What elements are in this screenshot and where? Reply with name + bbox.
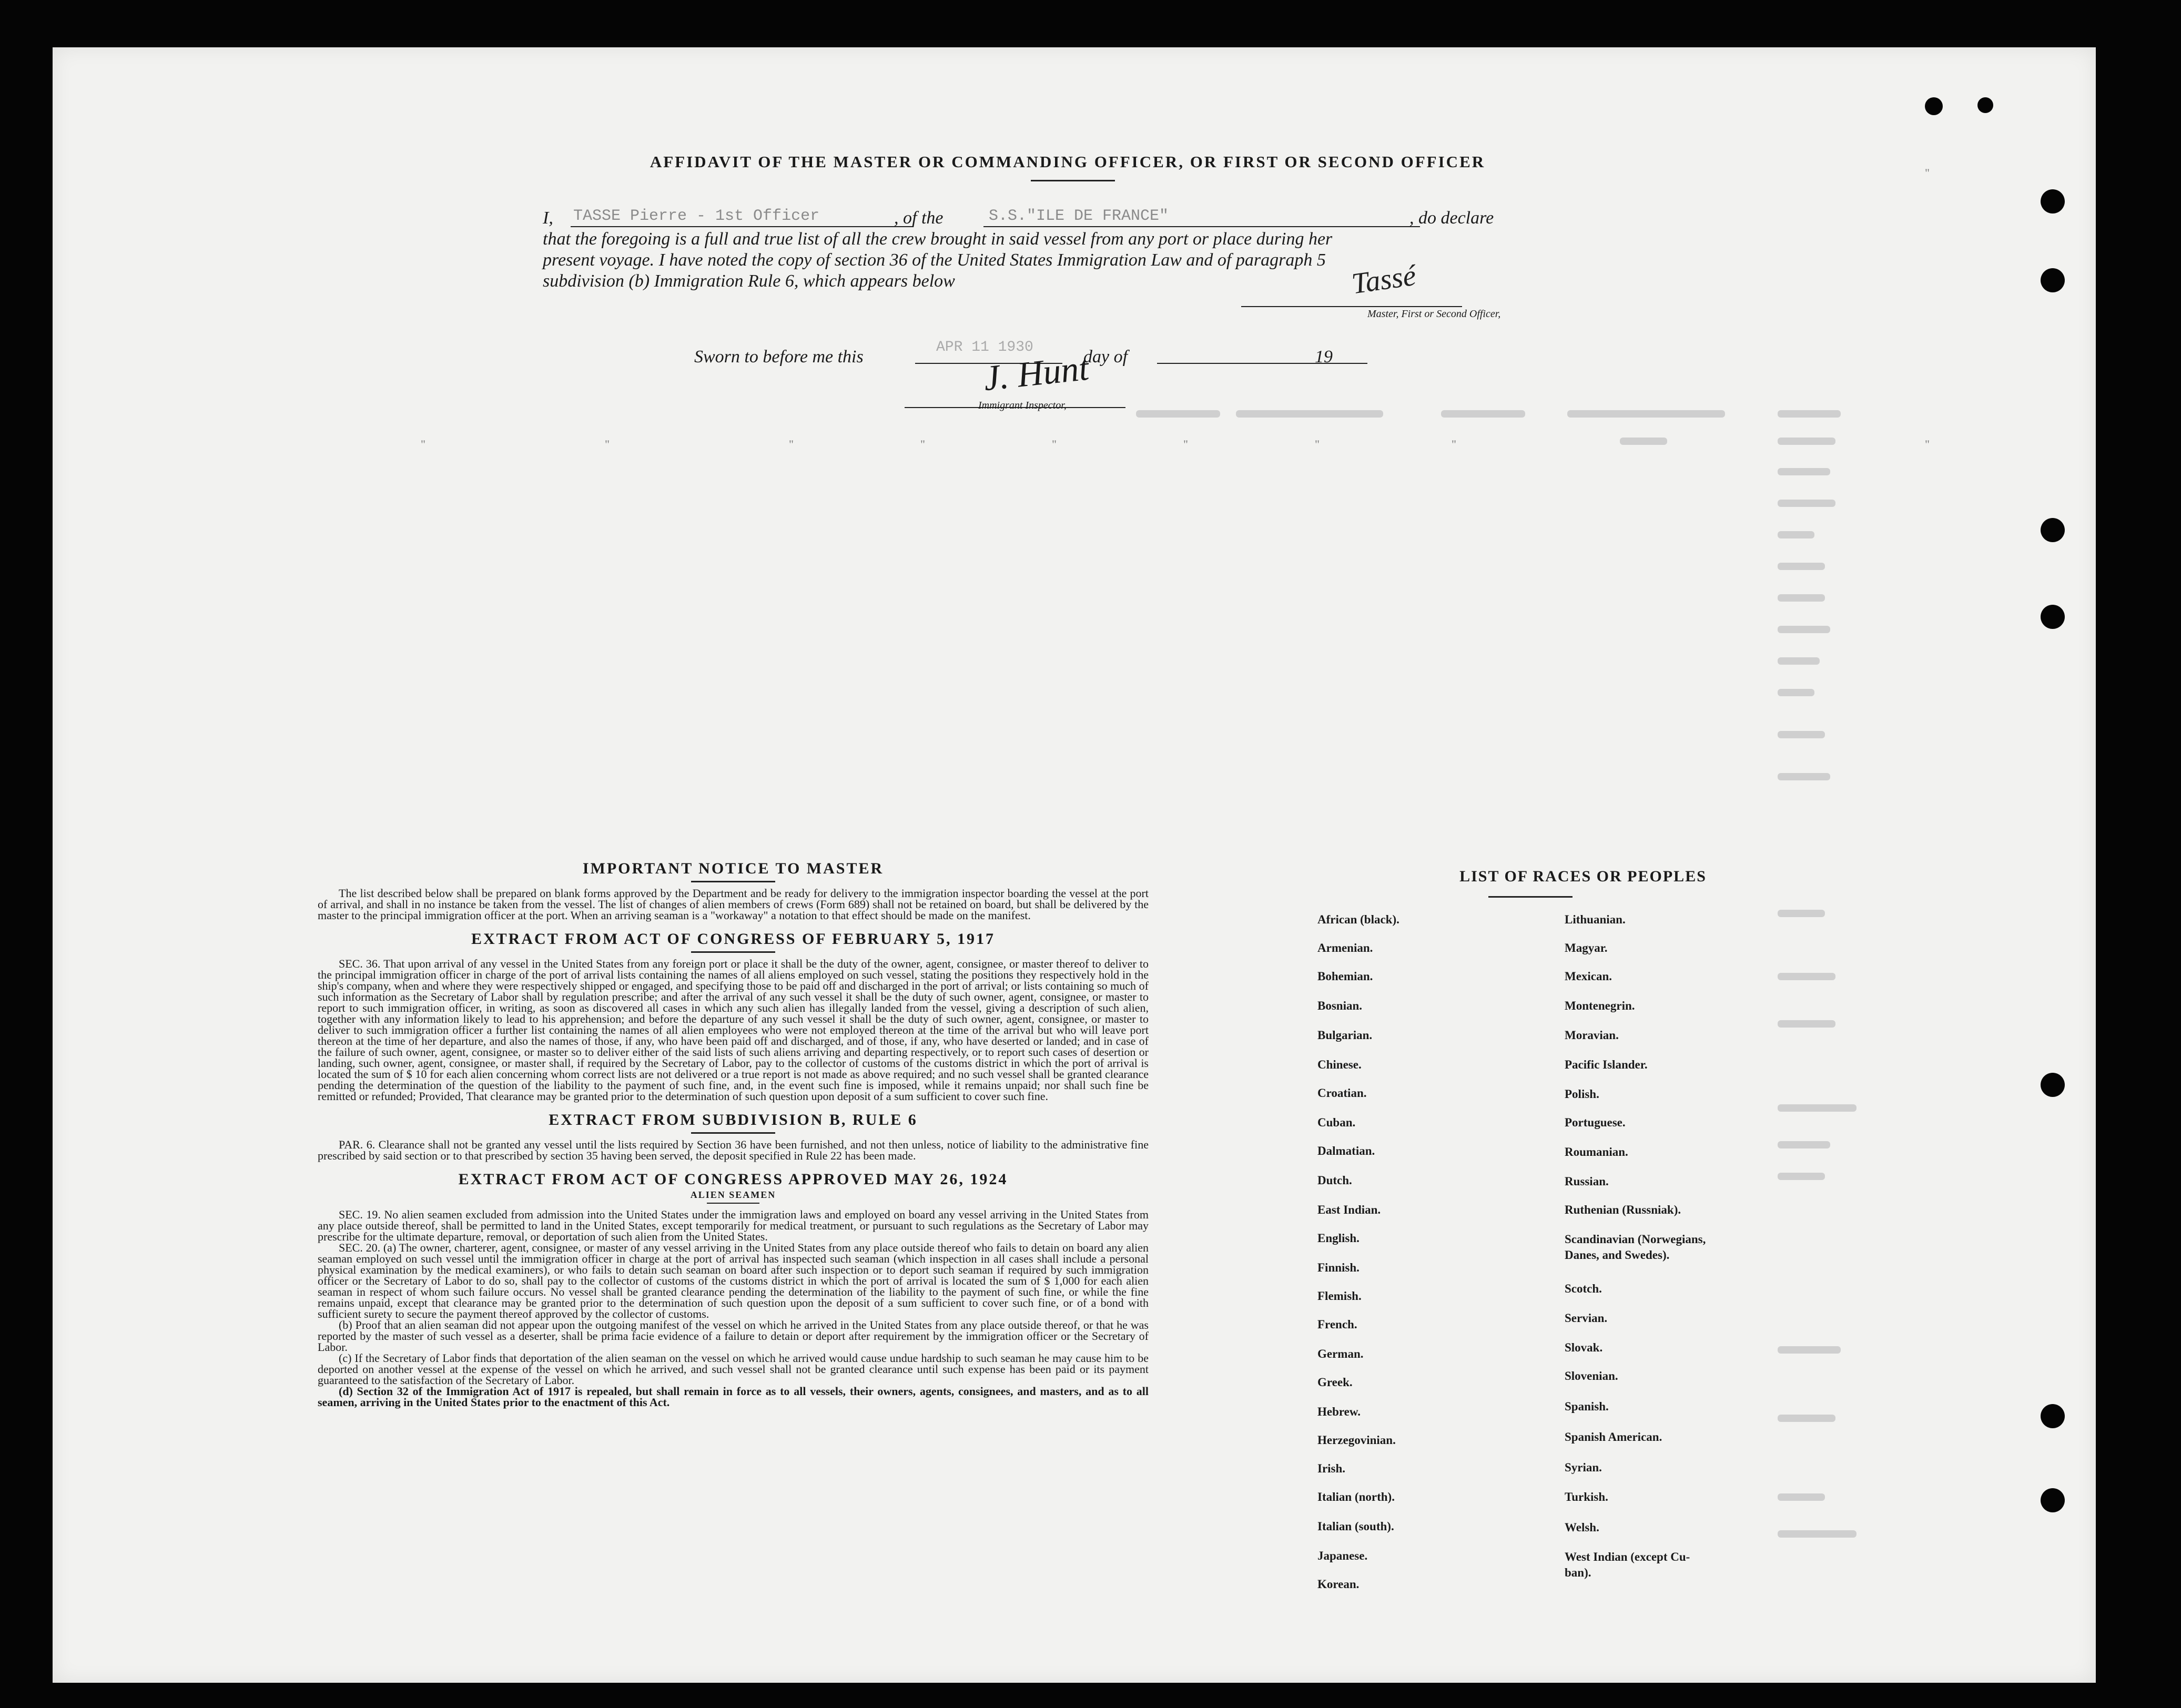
race-item: German. [1317, 1347, 1364, 1360]
affidavit-title: AFFIDAVIT OF THE MASTER OR COMMANDING OFFICER, OR FIRST OR SECOND OFFICER [650, 152, 1486, 171]
race-item: Polish. [1565, 1087, 1599, 1101]
bleed-through-text [1778, 1141, 1830, 1148]
race-item: Lithuanian. [1565, 913, 1626, 926]
race-item: Montenegrin. [1565, 999, 1635, 1012]
race-item: Slovak. [1565, 1341, 1603, 1354]
sworn-stamp-date: APR 11 1930 [936, 339, 1033, 355]
race-item: West Indian (except Cu- ban). [1565, 1550, 1690, 1579]
notice-rule [691, 881, 775, 882]
ditto-mark: " [1925, 438, 1930, 451]
notice-title: IMPORTANT NOTICE TO MASTER [582, 860, 884, 877]
subdivision-b-rule [691, 1132, 775, 1134]
race-item: Syrian. [1565, 1461, 1602, 1474]
subdivision-b-title: EXTRACT FROM SUBDIVISION B, RULE 6 [549, 1111, 918, 1128]
race-item: Roumanian. [1565, 1145, 1628, 1158]
bleed-through-text [1778, 973, 1835, 980]
race-item: Croatian. [1317, 1086, 1367, 1100]
race-item: Italian (north). [1317, 1490, 1395, 1503]
race-item: Portuguese. [1565, 1116, 1626, 1129]
sec-20b-text: (b) Proof that an alien seaman did not appear upon the outgoing manifest of the vessel on which he arrived in the United States from any place outside thereof, or that he was reported by the master of such vessel as a deserter, shall be prima facie evidence of a failure to detain or deport after requirement by the immigration officer or the Secretary of Labor. [318, 1318, 1149, 1354]
race-item: Greek. [1317, 1376, 1353, 1389]
officer-signature: Tassé [1350, 259, 1418, 301]
sec-20d-text: (d) Section 32 of the Immigration Act of 1917 is repealed, but shall remain in force as to all vessels, their owners, agents, consignees, and masters, and as to all seamen, arriving in the United States prior to the enactment of this Act. [318, 1385, 1149, 1409]
notice-column [318, 860, 1149, 1408]
races-title: LIST OF RACES OR PEOPLES [1459, 868, 1707, 885]
race-item: Magyar. [1565, 941, 1608, 954]
affidavit-do-declare: , do declare [1409, 208, 1494, 228]
affidavit-i: I, [543, 208, 553, 228]
sec-19-text: SEC. 19. No alien seamen excluded from admission into the United States under the immigration laws and employed on board any vessel arriving in the United States from any place outside thereof, shall be permitted to land in the United States, except temporarily for medical treatment, or pursuant to such regulations as the Secretary of Labor may prescribe for the ultimate departure, removal, or deportation of such alien from the United States. [318, 1208, 1149, 1243]
race-item: Ruthenian (Russniak). [1565, 1203, 1681, 1216]
bleed-through-text [1778, 1530, 1857, 1538]
affidavit-of-the: , of the [894, 208, 944, 228]
officer-name-value: TASSE Pierre - 1st Officer [573, 207, 820, 225]
bleed-through-text [1778, 531, 1814, 538]
race-item: Bulgarian. [1317, 1029, 1373, 1042]
notice-text: The list described below shall be prepared on blank forms approved by the Department and be ready for delivery to the immigration inspector boarding the vessel at the port of arrival, and shall in no instance be taken from the vessel. The list of changes of alien members of crews (Form 689) shall not be retained on board, but shall be delivered by the master to the principal immigration officer at the port. When an arriving seaman is a "workaway" a notation to that effect should be made on the manifest. [318, 887, 1149, 922]
race-item: Finnish. [1317, 1261, 1360, 1274]
bleed-through-text [1620, 438, 1667, 445]
race-item: Flemish. [1317, 1289, 1362, 1303]
bleed-through-text [1567, 410, 1725, 418]
bleed-through-text [1778, 1493, 1825, 1501]
affidavit-line-2: that the foregoing is a full and true list of all the crew brought in said vessel from any port or place during her [543, 229, 1333, 249]
ditto-mark: " [605, 438, 610, 451]
race-item: Italian (south). [1317, 1520, 1394, 1533]
race-item: Russian. [1565, 1175, 1609, 1188]
alien-seamen-subtitle: ALIEN SEAMEN [690, 1190, 776, 1200]
race-item: Bosnian. [1317, 999, 1363, 1012]
ditto-mark: " [1315, 438, 1320, 451]
punch-hole [2041, 189, 2065, 214]
sec-20a-text: SEC. 20. (a) The owner, charterer, agent, consignee, or master of any vessel arriving in the United States from any place outside thereof who fails to detain on board any alien seaman employed on such vessel until the immigration officer in charge at the port of arrival has inspected such seaman (which inspection in all cases shall include a personal physical examination by the medical examiners), or who fails to detain such seaman on board after such inspection or to deport such seaman if required by such immigration officer or the Secretary of Labor to do so, shall pay to the collector of customs of the customs district in which the port of arrival is located the sum of $ 1,000 for each alien seaman in respect of whom such failure occurs. No vessel shall be granted clearance pending the determination of the liability to the payment of such fine, or while the fine remains unpaid, except that clearance may be granted prior to the determination of such question upon the deposit of a sum sufficient to cover such fine, or of a bond with sufficient surety to secure the payment thereof approved by the collector of customs. [318, 1241, 1149, 1320]
race-item: Bohemian. [1317, 970, 1373, 983]
affidavit-line-4: subdivision (b) Immigration Rule 6, which appears below [543, 271, 955, 291]
race-item: Slovenian. [1565, 1369, 1618, 1382]
punch-hole [2041, 1073, 2065, 1097]
vessel-line [983, 226, 1420, 227]
race-item: Welsh. [1565, 1521, 1599, 1534]
race-item: Pacific Islander. [1565, 1058, 1648, 1071]
ditto-mark: " [1183, 438, 1188, 451]
bleed-through-text [1778, 410, 1841, 418]
race-item: Scandinavian (Norwegians, Danes, and Swedes). [1565, 1233, 1706, 1262]
race-item: Dutch. [1317, 1174, 1352, 1187]
race-item: Dalmatian. [1317, 1144, 1375, 1157]
bleed-through-text [1778, 563, 1825, 570]
race-item: Turkish. [1565, 1490, 1608, 1503]
bleed-through-text [1778, 1415, 1835, 1422]
signature-line [1241, 306, 1462, 307]
races-rule [1488, 896, 1573, 898]
inspector-signature: J. Hunt [981, 347, 1091, 399]
bleed-through-text [1778, 773, 1830, 780]
bleed-through-text [1778, 1104, 1857, 1112]
punch-hole [2041, 605, 2065, 629]
bleed-through-text [1136, 410, 1220, 418]
punch-hole [2041, 518, 2065, 542]
extract-1917-title: EXTRACT FROM ACT OF CONGRESS OF FEBRUARY 5, 1917 [471, 930, 996, 948]
extract-1924-rule [707, 1203, 759, 1204]
extract-1917-rule [691, 951, 775, 953]
ditto-mark: " [1052, 438, 1057, 451]
subdivision-b-text: PAR. 6. Clearance shall not be granted any vessel until the lists required by Section 36 have been furnished, and not then unless, notice of liability to the administrative fine prescribed by said section or to that prescribed by section 35 having been served, the deposit specified in Rule 22 has been made. [318, 1138, 1149, 1162]
bleed-through-text [1778, 594, 1825, 602]
manifest-page [53, 47, 2096, 1683]
month-line [1157, 363, 1367, 364]
bleed-through-text [1778, 1020, 1835, 1028]
vessel-name-value: S.S."ILE DE FRANCE" [989, 207, 1169, 225]
punch-hole [2041, 1488, 2065, 1512]
ditto-mark: " [1452, 438, 1456, 451]
race-item: African (black). [1317, 913, 1399, 926]
name-line [571, 226, 912, 227]
bleed-through-text [1778, 731, 1825, 738]
sec-20c-text: (c) If the Secretary of Labor finds that deportation of the alien seaman on the vessel on which he arrived would cause undue hardship to such seaman he may cause him to be deported on another vessel at the expense of the vessel on which he arrived, and such vessel shall not be granted clearance until such expense has been paid or its payment guaranteed to the satisfaction of the Secretary of Labor. [318, 1351, 1149, 1387]
race-item: Cuban. [1317, 1116, 1356, 1129]
race-item: Mexican. [1565, 970, 1612, 983]
title-rule [1031, 180, 1115, 181]
extract-1924-title: EXTRACT FROM ACT OF CONGRESS APPROVED MAY 26, 1924 [458, 1171, 1008, 1188]
race-item: Armenian. [1317, 941, 1373, 954]
bleed-through-text [1778, 1173, 1825, 1180]
race-item: Servian. [1565, 1312, 1608, 1325]
bleed-through-text [1778, 626, 1830, 633]
race-item: Japanese. [1317, 1549, 1368, 1562]
bleed-through-text [1778, 657, 1820, 665]
punch-hole [2041, 268, 2065, 292]
race-item: French. [1317, 1318, 1357, 1331]
year-prefix: 19 [1315, 347, 1333, 367]
bleed-through-text [1778, 1346, 1841, 1354]
ditto-mark: " [421, 438, 425, 451]
race-item: Herzegovinian. [1317, 1434, 1396, 1447]
bleed-through-text [1778, 689, 1814, 696]
bleed-through-text [1778, 910, 1825, 917]
race-item: English. [1317, 1232, 1360, 1245]
bleed-through-text [1778, 500, 1835, 507]
day-of-label: day of [1083, 347, 1128, 367]
sworn-label: Sworn to before me this [694, 347, 864, 367]
punch-hole [1977, 97, 1993, 113]
bleed-through-text [1236, 410, 1383, 418]
inspector-caption: Immigrant Inspector, [978, 400, 1067, 411]
race-item: Spanish American. [1565, 1430, 1662, 1443]
bleed-through-text [1778, 438, 1835, 445]
ditto-mark: " [1925, 166, 1930, 179]
ditto-mark: " [789, 438, 794, 451]
race-item: Spanish. [1565, 1400, 1609, 1413]
race-item: Scotch. [1565, 1282, 1602, 1295]
punch-hole [2041, 1404, 2065, 1428]
race-item: East Indian. [1317, 1203, 1381, 1216]
race-item: Hebrew. [1317, 1405, 1361, 1418]
extract-1917-text: SEC. 36. That upon arrival of any vessel in the United States from any foreign port or place it shall be the duty of the owner, agent, consignee, or master thereof to deliver to the principal immigration officer in charge of the port of arrival lists containing the names of all aliens employed on such vessel, stating the positions they respectively hold in the ship's company, when and where they were respectively shipped or engaged, and specifying those to be paid off and discharged in the port of arrival; or lists containing so much of such information as the Secretary of Labor shall by regulation prescribe; and after the arrival of any such vessel it shall be the duty of such owner, agent, consignee, or master to report to such immigration officer, in writing, as soon as discovered all cases in which any such alien has illegally landed from the vessel, giving a description of such alien, together with any information likely to lead to his apprehension; and before the departure of any such vessel it shall be the duty of such owner, agent, consignee, or master to deliver to such immigration officer a further list containing the names of all alien employees who were not employed thereon at the time of the arrival but who will leave port thereon at the time of her departure, and also the names of those, if any, who have been paid off and discharged, and of those, if any, who have deserted or landed; and in case of the failure of such owner, agent, consignee, or master so to deliver either of the said lists of such aliens arriving and departing respectively, or to report such cases of desertion or landing, such owner, agent, consignee, or master shall, if required by the Secretary of Labor, pay to the collector of customs of the customs district in which the port of arrival is located the sum of $ 10 for each alien concerning whom correct lists are not delivered or a true report is not made as above required; and no such vessel shall be granted clearance pending the determination of the question of the liability to the payment of such fine, and, in the event such fine is imposed, while it remains unpaid; nor shall such fine be remitted or refunded; Provided, That clearance may be granted prior to the determination of such question upon deposit of a sum sufficient to cover such fine. [318, 957, 1149, 1103]
race-item: Chinese. [1317, 1058, 1362, 1071]
race-item: Irish. [1317, 1462, 1346, 1475]
ditto-mark: " [920, 438, 925, 451]
race-item: Moravian. [1565, 1029, 1619, 1042]
punch-hole [1925, 97, 1943, 115]
affidavit-line-3: present voyage. I have noted the copy of section 36 of the United States Immigration Law and of paragraph 5 [543, 250, 1326, 270]
bleed-through-text [1778, 468, 1830, 475]
race-item: Korean. [1317, 1578, 1360, 1591]
signature-caption: Master, First or Second Officer, [1367, 308, 1501, 320]
bleed-through-text [1441, 410, 1525, 418]
